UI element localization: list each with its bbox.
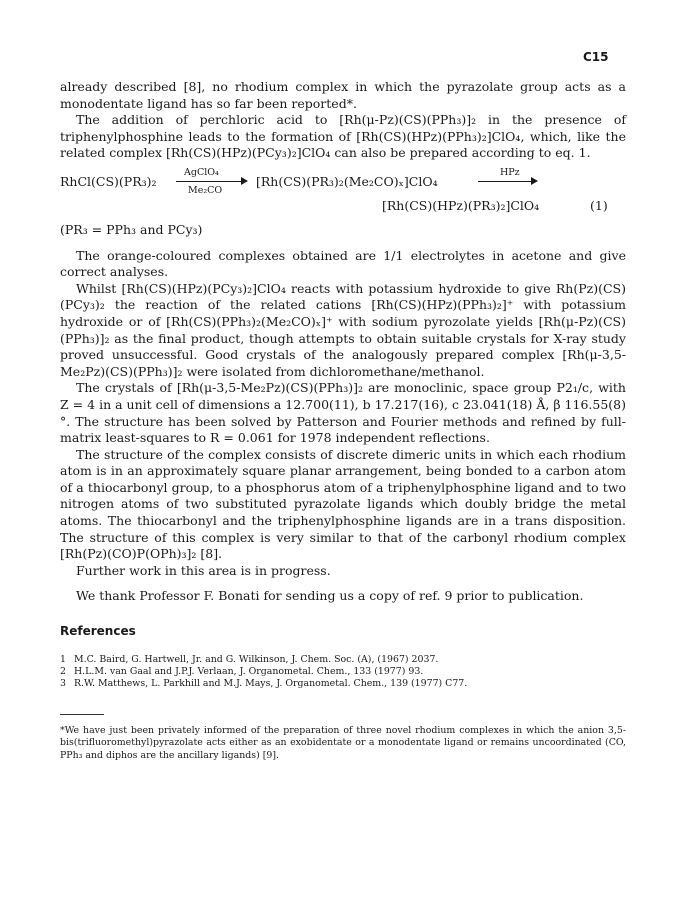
equation-1 bbox=[60, 168, 626, 196]
reference-item bbox=[60, 678, 626, 690]
eq-note: (PR₃ = PPh₃ and PCy₃) bbox=[60, 221, 203, 237]
eq-reactant: RhCl(CS)(PR₃)₂ bbox=[60, 173, 157, 189]
reference-item bbox=[60, 654, 626, 666]
reaction-arrow-2 bbox=[478, 181, 536, 182]
paragraph-structure: The structure of the complex consists of discrete dimeric units in which each rhodium atom is in an approximately square planar arrangement, being bonded to a carbon atom of a thiocarbonyl group, to a phosphorus atom of a triphenylphosphine ligand and to two nitrogen atoms of two substituted pyrazolate ligands which doubly bridge the metal atoms. The thiocarbonyl and the triphenylphosphine ligands are in a trans disposition. The structure of this complex is very similar to that of the carbonyl rhodium complex [Rh(Pz)(CO)P(OPh)₃]₂ [8]. bbox=[60, 446, 626, 562]
page-number: C15 bbox=[583, 50, 609, 64]
acknowledgement: We thank Professor F. Bonati for sending us a copy of ref. 9 prior to publication. bbox=[76, 588, 584, 604]
eq-number: (1) bbox=[590, 197, 608, 213]
paragraph-perchloric-acid: The addition of perchloric acid to [Rh(μ-Pz)(CS)(PPh₃)]₂ in the presence of triphenylphosphine leads to the formation of [Rh(CS)(HPz)(PPh₃)₂]ClO₄, which, like the related complex [Rh(CS)(HPz)(PCy₃)₂]ClO₄ can also be prepared according to eq. 1. bbox=[60, 112, 626, 161]
eq-reagent-hpz: HPz bbox=[500, 166, 520, 178]
reference-number: 3 bbox=[60, 678, 66, 690]
eq-intermediate: [Rh(CS)(PR₃)₂(Me₂CO)ₓ]ClO₄ bbox=[256, 173, 438, 189]
reference-item bbox=[60, 666, 626, 678]
reference-number: 1 bbox=[60, 653, 66, 665]
reference-text: H.L.M. van Gaal and J.P.J. Verlaan, J. Organometal. Chem., 133 (1977) 93. bbox=[74, 665, 424, 677]
reference-number: 2 bbox=[60, 665, 66, 677]
reference-text: M.C. Baird, G. Hartwell, Jr. and G. Wilkinson, J. Chem. Soc. (A), (1967) 2037. bbox=[74, 653, 439, 665]
paragraph-reactivity: Whilst [Rh(CS)(HPz)(PCy₃)₂]ClO₄ reacts with potassium hydroxide to give Rh(Pz)(CS)(PCy₃)₂ the reaction of the related cations [Rh(CS)(HPz)(PPh₃)₂]⁺ with potassium hydroxide or of [Rh(CS)(PPh₃)₂(Me₂CO)ₓ]⁺ with sodium pyrozolate yields [Rh(μ-Pz)(CS)(PPh₃)]₂ as the final product, though attempts to obtain suitable crystals for X-ray study proved unsuccessful. Good crystals of the analogously prepared complex [Rh(μ-3,5-Me₂Pz)(CS)(PPh₃)]₂ were isolated from dichloromethane/methanol. bbox=[60, 280, 626, 379]
footnote: *We have just been privately informed of the preparation of three novel rhodium complexes in which the anion 3,5-bis(trifluoromethyl)pyrazolate acts either as an exobidentate or a monodentate ligand or remains uncoordinated (CO, PPh₃ and diphos are the ancillary ligands) [9]. bbox=[60, 725, 626, 761]
eq-product: [Rh(CS)(HPz)(PR₃)₂]ClO₄ bbox=[382, 197, 540, 213]
paragraph-electrolytes: The orange-coloured complexes obtained are 1/1 electrolytes in acetone and give correct analyses. bbox=[60, 247, 626, 280]
article-body bbox=[60, 79, 626, 762]
paragraph-continuation: already described [8], no rhodium complex in which the pyrazolate group acts as a monodentate ligand has so far been reported*. bbox=[60, 79, 626, 111]
equation-1-product-row bbox=[60, 198, 626, 218]
paragraph-further-work: Further work in this area is in progress. bbox=[76, 562, 331, 578]
footnote-divider bbox=[60, 714, 104, 715]
reaction-arrow-1 bbox=[176, 181, 246, 182]
references-list bbox=[60, 654, 626, 691]
eq-solvent-me2co: Me₂CO bbox=[188, 184, 223, 196]
paragraph-crystal-data: The crystals of [Rh(μ-3,5-Me₂Pz)(CS)(PPh₃)]₂ are monoclinic, space group P2₁/c, with Z = 4 in a unit cell of dimensions a 12.700(11), b 17.217(16), c 23.041(18) Å, β 116.55(8)°. The structure has been solved by Patterson and Fourier methods and refined by full-matrix least-squares to R = 0.061 for 1978 independent reflections. bbox=[60, 380, 626, 446]
reference-text: R.W. Matthews, L. Parkhill and M.J. Mays, J. Organometal. Chem., 139 (1977) C77. bbox=[74, 678, 468, 690]
eq-reagent-agclo4: AgClO₄ bbox=[184, 166, 219, 178]
references-heading: References bbox=[60, 624, 136, 639]
